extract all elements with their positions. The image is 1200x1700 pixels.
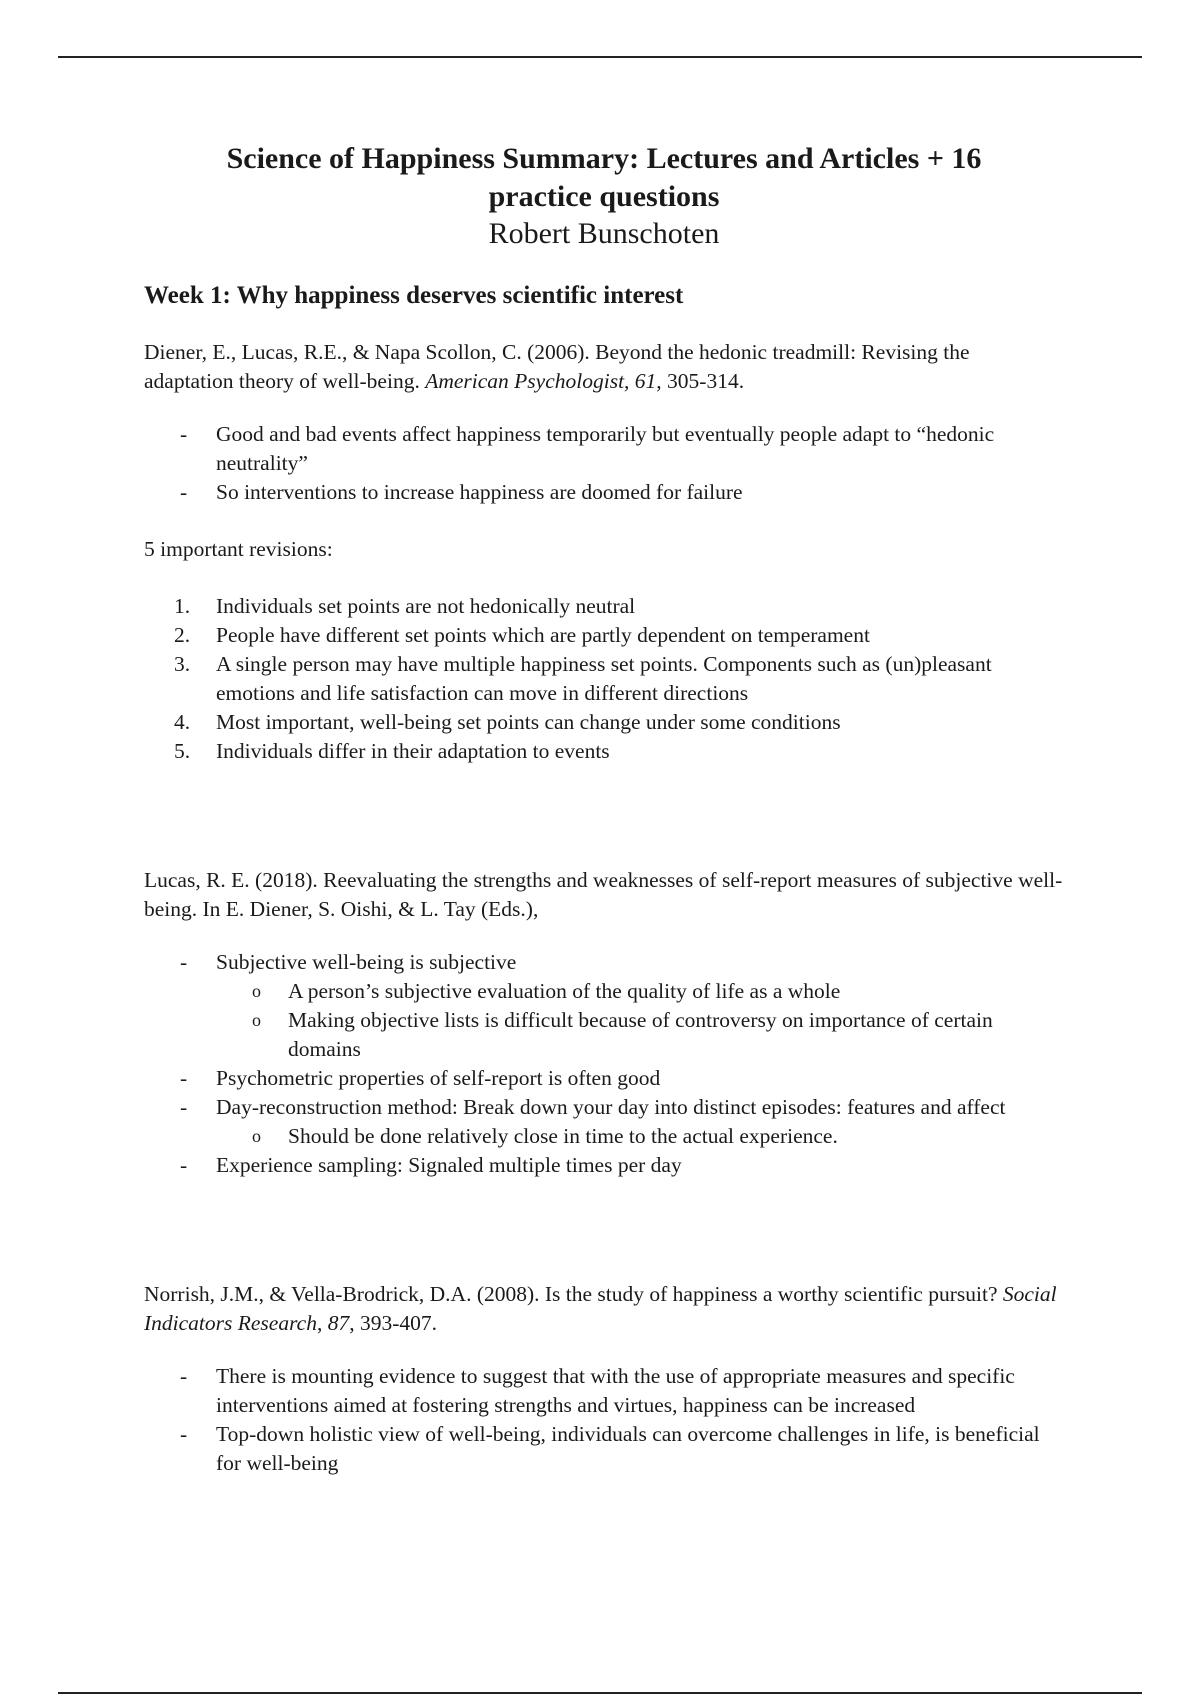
list-item (144, 708, 1064, 737)
title-line-2: practice questions (488, 180, 720, 213)
dash-marker: - (180, 950, 188, 974)
circle-marker: o (252, 981, 261, 1001)
list-item (144, 592, 1064, 621)
dash-marker: - (180, 1066, 188, 1090)
dash-marker: - (180, 422, 188, 446)
sub-list (216, 977, 1064, 1064)
circle-marker: o (252, 1126, 261, 1146)
list-item-text: Making objective lists is difficult because of controversy on importance of certain domains (288, 1008, 993, 1061)
list-item (144, 1093, 1064, 1151)
sub-list-item (216, 1006, 1064, 1064)
list-item-text: A single person may have multiple happiness set points. Components such as (un)pleasant emotions and life satisfaction can move in different directions (216, 652, 992, 705)
list-item-text: Should be done relatively close in time to the actual experience. (288, 1124, 838, 1148)
journal-volume: 87 (327, 1311, 350, 1335)
revisions-label: 5 important revisions: (144, 537, 333, 561)
list-item-text: Individuals differ in their adaptation to events (216, 739, 610, 763)
norrish-bullets (144, 1362, 1064, 1478)
list-item-text: Psychometric properties of self-report is often good (216, 1066, 661, 1090)
dash-marker: - (180, 1153, 188, 1177)
dash-marker: - (180, 480, 188, 504)
list-item-text: Good and bad events affect happiness temporarily but eventually people adapt to “hedonic neutrality” (216, 422, 995, 475)
citation-lucas: Lucas, R. E. (2018). Reevaluating the strengths and weaknesses of self-report measures of subjective well-being. In E. Diener, S. Oishi, & L. Tay (Eds.), (144, 868, 1063, 921)
list-item (144, 948, 1064, 1064)
list-item (144, 737, 1064, 766)
list-item-text: Experience sampling: Signaled multiple times per day (216, 1153, 682, 1177)
list-item (144, 1420, 1064, 1478)
list-item (144, 478, 1064, 507)
list-item (144, 1064, 1064, 1093)
title-line-1: Science of Happiness Summary: Lectures and Articles + 16 (226, 142, 982, 175)
list-item (144, 1151, 1064, 1180)
citation-sep: , (316, 1311, 328, 1335)
list-item (144, 650, 1064, 708)
circle-marker: o (252, 1010, 261, 1030)
list-item-text: A person’s subjective evaluation of the quality of life as a whole (288, 979, 841, 1003)
list-number: 4. (174, 710, 191, 734)
document-title (144, 140, 1064, 216)
list-item-text: Subjective well-being is subjective (216, 950, 517, 974)
citation-text: Norrish, J.M., & Vella-Brodrick, D.A. (2008). Is the study of happiness a worthy scientific pursuit? (144, 1282, 1003, 1306)
document-body (144, 140, 1064, 1478)
journal-name: American Psychologist, 61 (425, 369, 657, 393)
list-item (144, 621, 1064, 650)
citation-pages: , 305-314. (656, 369, 745, 393)
list-item-text: Most important, well-being set points can change under some conditions (216, 710, 841, 734)
citation-text: Diener, E., Lucas, R.E., & Napa Scollon, C. (2006). Beyond the hedonic treadmill: Revising the adaptation theory of well-being. (144, 340, 970, 393)
lucas-bullets (144, 948, 1064, 1180)
sub-list-item (216, 977, 1064, 1006)
list-item-text: Top-down holistic view of well-being, individuals can overcome challenges in life, is beneficial for well-being (216, 1422, 1040, 1475)
citation-diener (144, 338, 1064, 396)
journal-name: Social Indicators Research (144, 1282, 1057, 1335)
dash-marker: - (180, 1095, 188, 1119)
list-number: 5. (174, 739, 191, 763)
citation-norrish (144, 1280, 1064, 1338)
list-item-text: People have different set points which are partly dependent on temperament (216, 623, 870, 647)
list-item-text: So interventions to increase happiness are doomed for failure (216, 480, 743, 504)
list-item-text: Individuals set points are not hedonically neutral (216, 594, 636, 618)
revisions-list (144, 592, 1064, 766)
sub-list (216, 1122, 1064, 1151)
top-rule (58, 56, 1142, 58)
list-number: 2. (174, 623, 191, 647)
list-number: 3. (174, 652, 191, 676)
dash-marker: - (180, 1422, 188, 1446)
list-item-text: Day-reconstruction method: Break down your day into distinct episodes: features and affect (216, 1095, 1006, 1119)
author: Robert Bunschoten (488, 217, 720, 250)
citation-pages: , 393-407. (349, 1311, 438, 1335)
sub-list-item (216, 1122, 1064, 1151)
list-item-text: There is mounting evidence to suggest that with the use of appropriate measures and specific interventions aimed at fostering strengths and virtues, happiness can be increased (216, 1364, 1015, 1417)
diener-bullets (144, 420, 1064, 507)
list-number: 1. (174, 594, 191, 618)
week-heading: Week 1: Why happiness deserves scientific interest (144, 282, 684, 309)
dash-marker: - (180, 1364, 188, 1388)
list-item (144, 420, 1064, 478)
bottom-rule (58, 1692, 1142, 1694)
list-item (144, 1362, 1064, 1420)
